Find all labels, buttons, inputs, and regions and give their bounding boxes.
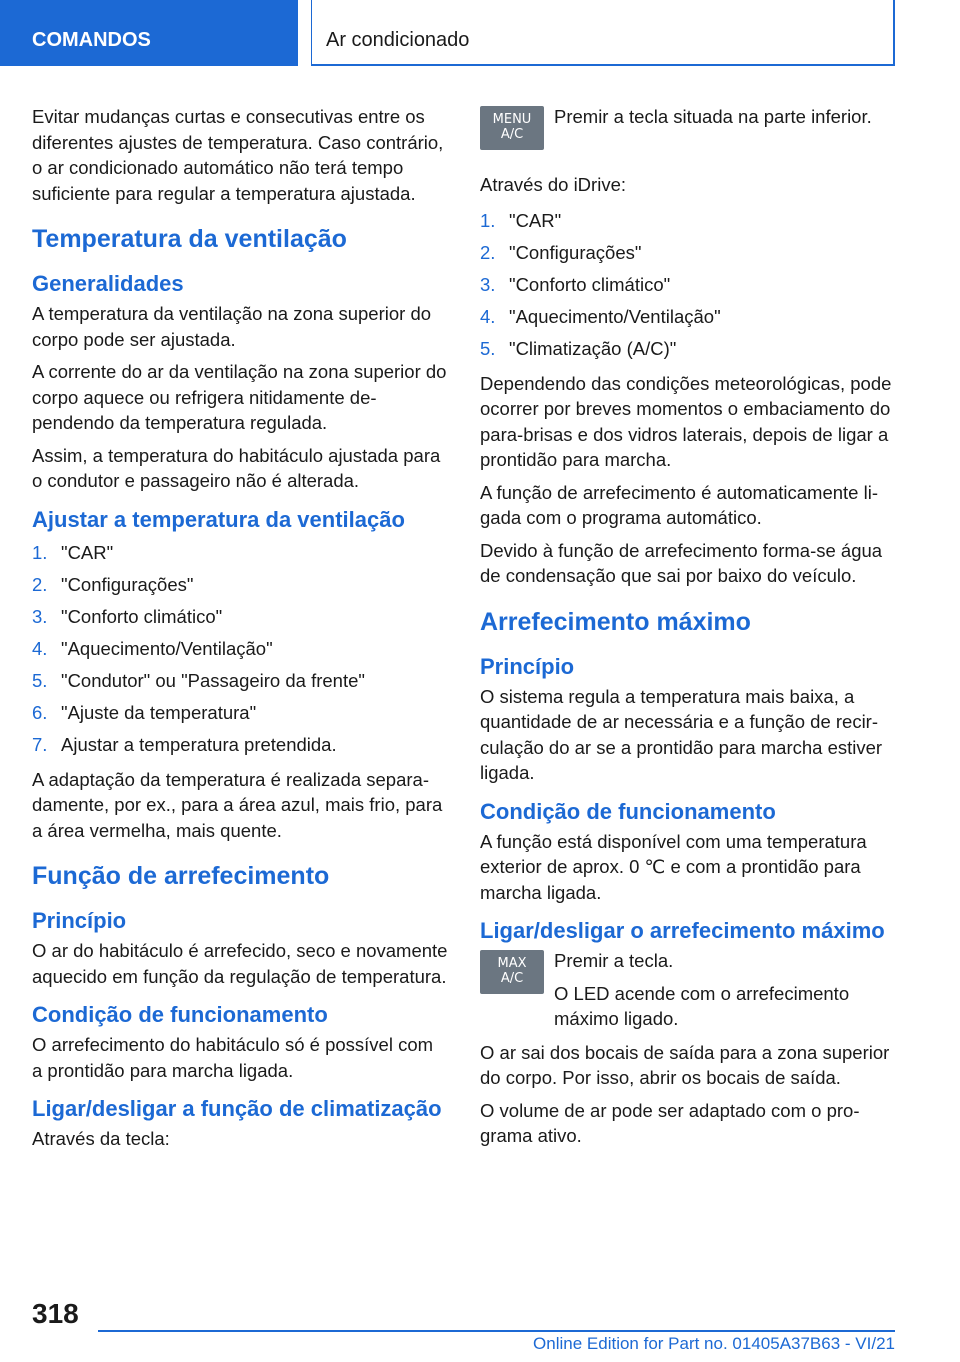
list-item: 3. "Conforto climático" <box>32 605 223 627</box>
list-item: 2. "Configurações" <box>32 573 194 595</box>
page-number: 318 <box>32 1298 79 1329</box>
list-item: 3. "Conforto climático" <box>480 273 671 295</box>
list-item: 2. "Configurações" <box>480 241 642 263</box>
menu-ac-row <box>480 104 896 168</box>
list-item: 5. "Condutor" ou "Passageiro da frente" <box>32 669 365 691</box>
right-column <box>480 104 896 1156</box>
heading-condition-right: Condição de funcionamento <box>480 798 776 824</box>
heading-operating-condition: Condição de funcionamento <box>32 1002 328 1027</box>
list-item: 5. "Climatização (A/C)" <box>480 337 677 359</box>
heading-max-onoff: Ligar/desligar o arrefecimento máximo <box>480 918 885 943</box>
paragraph-condition-right: A função está disponível com uma temperatura exterior de aprox. 0 ℃ e com a prontidão para marcha ligada. <box>480 830 867 903</box>
heading-principle: Princípio <box>32 908 127 933</box>
paragraph-via-button: Através da tecla: <box>32 1128 170 1149</box>
heading-generalities: Generalidades <box>32 271 184 296</box>
paragraph-volume: O volume de ar pode ser adaptado com o programa ativo. <box>480 1099 860 1146</box>
menu-ac-button-icon: MENU A/C <box>480 106 544 150</box>
section-tab: COMANDOS <box>0 0 298 66</box>
paragraph-idrive: Através do iDrive: <box>480 174 626 195</box>
paragraph-adaptation: A adaptação da temperatura é realizada separadamente, por ex., para a área azul, mais frio, para a área vermelha, mais quente. <box>32 768 443 841</box>
list-item: 4. "Aquecimento/Ventilação" <box>480 305 721 327</box>
heading-adjust-temperature: Ajustar a temperatura da ventilação <box>32 506 405 532</box>
heading-principle-right: Princípio <box>480 653 575 679</box>
max-ac-button-icon: MAX A/C <box>480 950 544 994</box>
steps-list-right <box>480 205 896 365</box>
list-item: 1. "CAR" <box>480 209 562 231</box>
page-header <box>0 0 960 66</box>
paragraph-press: Premir a tecla. <box>554 950 674 971</box>
heading-max-cooling: Arrefecimento máximo <box>480 607 751 636</box>
heading-climate-onoff: Ligar/desligar a função de climatização <box>32 1096 442 1121</box>
paragraph-general-2: A corrente do ar da ventilação na zona superior do corpo aquece ou refrigera nitidamente dependendo da temperatura regulada. <box>32 361 447 433</box>
footer-divider <box>98 1330 895 1332</box>
max-ac-row <box>480 948 896 1032</box>
left-column <box>32 104 448 1159</box>
paragraph-general-3: Assim, a temperatura do habitáculo ajustada para o condutor e passageiro não é alterada. <box>32 444 441 491</box>
paragraph-auto: A função de arrefecimento é automaticamente ligada com o programa automático. <box>480 481 878 528</box>
paragraph-press-lower: Premir a tecla situada na parte inferior. <box>554 106 872 127</box>
heading-cooling-function: Função de arrefecimento <box>32 862 330 890</box>
paragraph-principle-right: O sistema regula a temperatura mais baixa, a quantidade de ar necessária e a função de recirculação do ar se a prontidão para marcha estiver ligada. <box>480 685 883 783</box>
list-item: 7. Ajustar a temperatura pretendida. <box>32 733 337 755</box>
paragraph-vents: O ar sai dos bocais de saída para a zona superior do corpo. Por isso, abrir os bocais de saída. <box>480 1041 890 1088</box>
steps-list-left <box>32 537 448 761</box>
paragraph-water: Devido à função de arrefecimento forma-se água de condensação que sai por baixo do veículo. <box>480 539 883 586</box>
list-item: 4. "Aquecimento/Ventilação" <box>32 637 273 659</box>
paragraph-general-1: A temperatura da ventilação na zona superior do corpo pode ser ajustada. <box>32 303 432 350</box>
paragraph-weather: Dependendo das condições meteorológicas, pode ocorrer por breves momentos o embaciamento do para-brisas e dos vidros laterais, depois de ligar a prontidão para marcha. <box>480 372 892 470</box>
list-item: 1. "CAR" <box>32 541 114 563</box>
edition-text: Online Edition for Part no. 01405A37B63 - VI/21 <box>533 1334 895 1353</box>
chapter-title: Ar condicionado <box>311 0 895 66</box>
paragraph-condition: O arrefecimento do habitáculo só é possível com a prontidão para marcha ligada. <box>32 1034 434 1081</box>
heading-ventilation-temperature: Temperatura da ventilação <box>32 225 347 253</box>
intro-paragraph: Evitar mudanças curtas e consecutivas entre os diferentes ajustes de temperatura. Caso contrário, o ar condicionado automático não terá tempo suficiente para regular a temperatura ajustada. <box>32 106 444 204</box>
list-item: 6. "Ajuste da temperatura" <box>32 701 257 723</box>
paragraph-led: O LED acende com o arrefecimento máximo ligado. <box>554 982 850 1029</box>
paragraph-principle: O ar do habitáculo é arrefecido, seco e novamente aquecido em função da regulação de temperatura. <box>32 940 448 987</box>
